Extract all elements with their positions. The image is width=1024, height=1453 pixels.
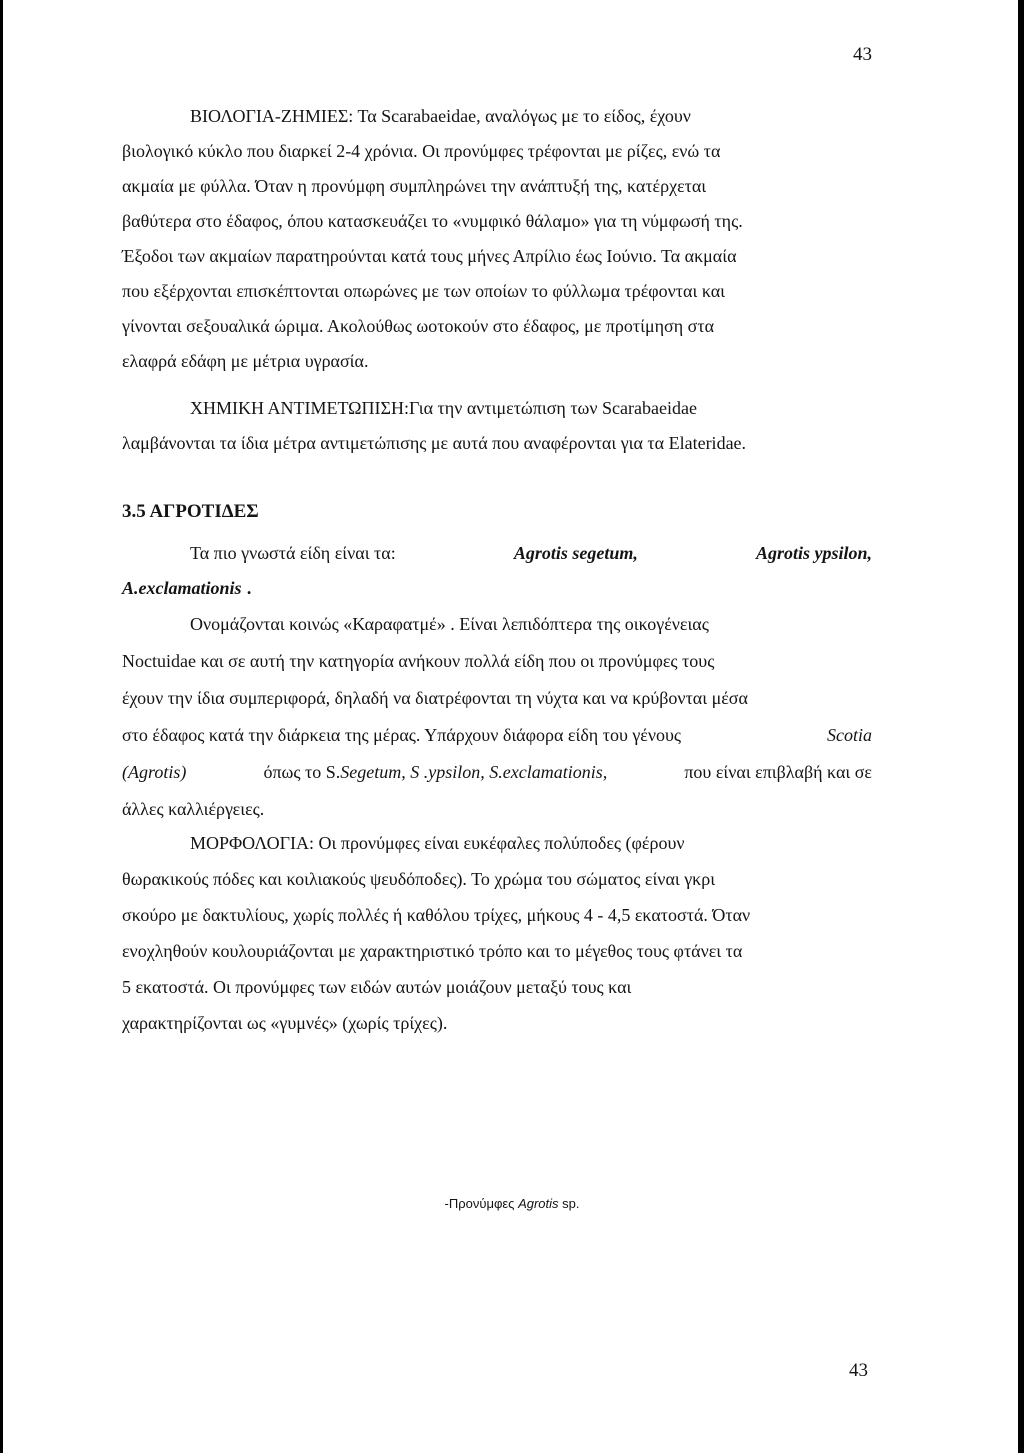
page-number-bottom: 43 (849, 1360, 868, 1381)
text-line: Ονομάζονται κοινώς «Καραφατμέ» . Είναι λεπιδόπτερα της οικογένειας (190, 614, 709, 634)
species-list: Segetum, S .ypsilon, S.exclamationis, (340, 762, 608, 782)
text-line: που εξέρχονται επισκέπτονται οπωρώνες με των οποίων το φύλλωμα τρέφονται και (122, 281, 725, 301)
text-line: 5 εκατοστά. Οι προνύμφες των ειδών αυτών μοιάζουν μεταξύ τους και (122, 977, 632, 997)
genus-name: (Agrotis) (122, 762, 187, 782)
text-line: βιολογικό κύκλο που διαρκεί 2-4 χρόνια. Οι προνύμφες τρέφονται με ρίζες, ενώ τα (122, 141, 721, 161)
page-number-top: 43 (853, 44, 872, 65)
species-end: . (247, 578, 253, 598)
text-line: βαθύτερα στο έδαφος, όπου κατασκευάζει το «νυμφικό θάλαμο» για τη νύμφωσή της. (122, 211, 743, 231)
species-intro: Τα πιο γνωστά είδη είναι τα: (190, 543, 396, 563)
text-line: ΧΗΜΙΚΗ ΑΝΤΙΜΕΤΩΠΙΣΗ:Για την αντιμετώπιση των Scarabaeidae (190, 398, 697, 418)
text-line: ενοχληθούν κουλουριάζονται με χαρακτηριστικό τρόπο και το μέγεθος τους φτάνει τα (122, 941, 743, 961)
text-span: όπως το S.Segetum, S .ypsilon, S.exclamationis, (263, 762, 608, 782)
text-line: ΜΟΡΦΟΛΟΓΙΑ: Οι προνύμφες είναι ευκέφαλες πολύποδες (φέρουν (190, 833, 685, 853)
paragraph-biology-damage (122, 99, 872, 379)
section-heading: 3.5 ΑΓΡΟΤΙΔΕΣ (122, 501, 259, 522)
paragraph-chemical-control (122, 391, 872, 461)
paragraph-species (122, 536, 872, 606)
paragraph-common-names (122, 606, 872, 828)
species-name: Agrotis segetum, (513, 543, 638, 563)
paragraph-morphology (122, 825, 872, 1041)
text-line (122, 536, 872, 571)
text-line: Noctuidae και σε αυτή την κατηγορία ανήκουν πολλά είδη που οι προνύμφες τους (122, 651, 715, 671)
text-line: λαμβάνονται τα ίδια μέτρα αντιμετώπισης με αυτά που αναφέρονται για τα Elateridae. (122, 433, 747, 453)
text-line: ακμαία με φύλλα. Όταν η προνύμφη συμπληρώνει την ανάπτυξή της, κατέρχεται (122, 176, 707, 196)
caption-genus: Agrotis (518, 1196, 559, 1211)
caption-prefix: -Προνύμφες (444, 1196, 515, 1211)
text-line (122, 717, 872, 754)
text-line: χαρακτηρίζονται ως «γυμνές» (χωρίς τρίχες). (122, 1013, 448, 1033)
text-span: που είναι επιβλαβή και σε (684, 762, 872, 782)
text-line: ΒΙΟΛΟΓΙΑ-ΖΗΜΙΕΣ: Τα Scarabaeidae, αναλόγως με το είδος, έχουν (190, 106, 691, 126)
text-line: θωρακικούς πόδες και κοιλιακούς ψευδόποδες). Το χρώμα του σώματος είναι γκρι (122, 869, 716, 889)
text-line: γίνονται σεξουαλικά ώριμα. Ακολούθως ωοτοκούν στο έδαφος, με προτίμηση στα (122, 316, 715, 336)
text-line: έχουν την ίδια συμπεριφορά, δηλαδή να διατρέφονται τη νύχτα και να κρύβονται μέσα (122, 688, 748, 708)
text-line: ελαφρά εδάφη με μέτρια υγρασία. (122, 351, 369, 371)
species-name: Agrotis ypsilon, (755, 543, 872, 563)
text-line (122, 754, 872, 791)
genus-name: Scotia (827, 725, 872, 745)
caption-suffix: sp. (562, 1196, 580, 1211)
text-span: στο έδαφος κατά την διάρκεια της μέρας. Υπάρχουν διάφορα είδη του γένους (122, 725, 682, 745)
text-line: Έξοδοι των ακμαίων παρατηρούνται κατά τους μήνες Απρίλιο έως Ιούνιο. Τα ακμαία (122, 246, 737, 266)
text-line: σκούρο με δακτυλίους, χωρίς πολλές ή καθόλου τρίχες, μήκους 4 - 4,5 εκατοστά. Όταν (122, 905, 751, 925)
figure-caption (0, 1196, 1024, 1211)
text-line (122, 571, 872, 606)
text-line: άλλες καλλιέργειες. (122, 799, 265, 819)
species-name: A.exclamationis (122, 578, 242, 598)
